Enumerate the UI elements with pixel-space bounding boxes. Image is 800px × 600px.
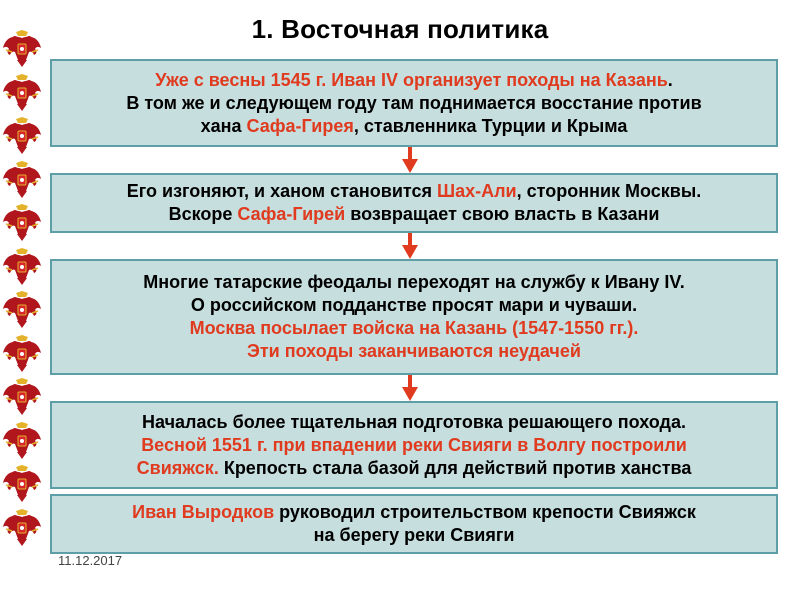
- double-headed-eagle-icon: [2, 74, 42, 112]
- text-box-2: [50, 173, 778, 233]
- slide-date: 11.12.2017: [58, 553, 123, 568]
- body-text: возвращает свою власть в Казани: [345, 204, 660, 224]
- double-headed-eagle-icon: [2, 204, 42, 242]
- text-box-3: [50, 259, 778, 375]
- text-line: [52, 203, 776, 226]
- text-line: [52, 294, 776, 317]
- double-headed-eagle-icon: [2, 509, 42, 547]
- highlighted-text: Весной 1551 г. при впадении реки Свияги в Волгу построили: [141, 434, 687, 455]
- body-text: Многие татарские феодалы переходят на службу к Ивану IV.: [143, 272, 685, 292]
- slide-title: 1. Восточная политика: [251, 14, 549, 44]
- text-line: [52, 501, 776, 524]
- body-text: Его изгоняют, и ханом становится: [126, 181, 438, 201]
- highlighted-text: Сафа-Гирея: [246, 115, 354, 136]
- body-text: руководил строительством крепости Свияжск: [274, 502, 696, 522]
- body-text: хана: [200, 115, 247, 136]
- arrow-down-icon: [401, 233, 419, 259]
- double-headed-eagle-icon: [2, 30, 42, 68]
- text-line: [52, 271, 776, 294]
- text-line: [52, 457, 776, 480]
- text-line: [52, 69, 776, 92]
- text-line: [52, 434, 776, 457]
- text-line: [52, 115, 776, 138]
- highlighted-text: Москва посылает войска на Казань (1547-1550 гг.).: [189, 318, 639, 338]
- highlighted-text: Иван Выродков: [132, 502, 275, 522]
- text-box-4: [50, 401, 778, 489]
- text-line: [52, 92, 776, 115]
- body-text: Вскоре: [168, 204, 238, 224]
- body-text: Крепость стала базой для действий против ханства: [218, 457, 692, 478]
- text-box-5: [50, 494, 778, 554]
- body-text: О российском подданстве просят мари и чуваши.: [190, 295, 638, 315]
- text-line: [52, 411, 776, 434]
- double-headed-eagle-icon: [2, 117, 42, 155]
- body-text: , ставленника Турции и Крыма: [353, 115, 628, 136]
- double-headed-eagle-icon: [2, 335, 42, 373]
- text-line: [52, 180, 776, 203]
- text-line: [52, 524, 776, 547]
- body-text: В том же и следующем году там поднимается восстание против: [126, 92, 702, 113]
- double-headed-eagle-icon: [2, 378, 42, 416]
- text-line: [52, 340, 776, 363]
- double-headed-eagle-icon: [2, 291, 42, 329]
- double-headed-eagle-icon: [2, 422, 42, 460]
- double-headed-eagle-icon: [2, 465, 42, 503]
- arrow-down-icon: [401, 375, 419, 401]
- highlighted-text: Уже с весны 1545 г. Иван IV организует походы на Казань: [155, 69, 668, 90]
- body-text: на берегу реки Свияги: [313, 525, 515, 545]
- body-text: .: [667, 69, 673, 90]
- body-text: , сторонник Москвы.: [516, 181, 702, 201]
- double-headed-eagle-icon: [2, 248, 42, 286]
- highlighted-text: Шах-Али: [437, 181, 517, 201]
- arrow-down-icon: [401, 147, 419, 173]
- double-headed-eagle-icon: [2, 161, 42, 199]
- text-box-1: [50, 59, 778, 147]
- highlighted-text: Эти походы заканчиваются неудачей: [247, 341, 581, 361]
- text-line: [52, 317, 776, 340]
- highlighted-text: Свияжск.: [136, 457, 219, 478]
- highlighted-text: Сафа-Гирей: [237, 204, 346, 224]
- body-text: Началась более тщательная подготовка решающего похода.: [142, 411, 686, 432]
